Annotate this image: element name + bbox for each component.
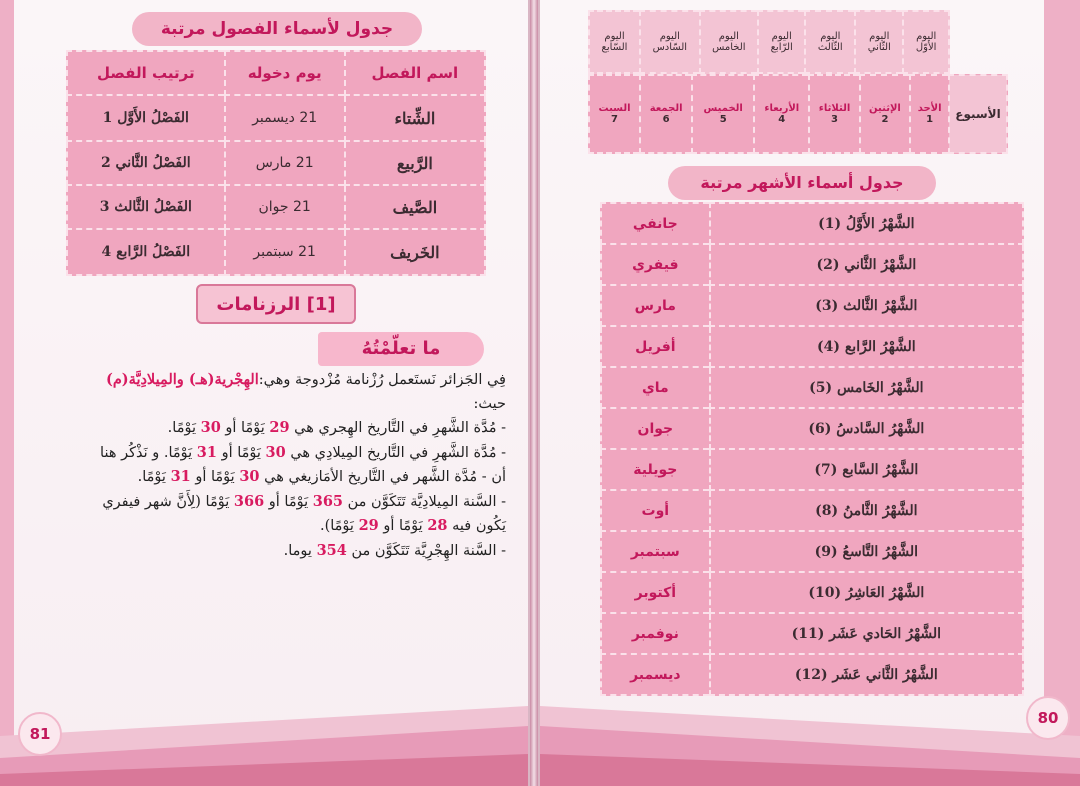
day-name: الإثنين bbox=[869, 103, 901, 114]
day-name: الخميس bbox=[703, 103, 743, 114]
seasons-table-title: جدول لأسماء الفصول مرتبة bbox=[132, 12, 422, 46]
month-name: سبتمبر bbox=[601, 531, 710, 572]
month-ordinal: الشَّهْرُ الثَّامنُ (8) bbox=[710, 490, 1023, 531]
season-date: 21 ديسمبر bbox=[225, 95, 345, 141]
week-day bbox=[910, 75, 949, 153]
month-ordinal: الشَّهْرُ الرَّابع (4) bbox=[710, 326, 1023, 367]
footer-wave-decoration bbox=[540, 696, 1080, 786]
page-80 bbox=[538, 0, 1080, 786]
day-name: الأحد bbox=[917, 103, 942, 114]
seasons-header-name: اسم الفصل bbox=[345, 51, 485, 95]
season-name: الصَّيف bbox=[345, 185, 485, 229]
seasons-header-date: يوم دخوله bbox=[225, 51, 345, 95]
para-text: يَوْمًا أو bbox=[190, 469, 240, 485]
seasons-header-order: ترتيب الفصل bbox=[67, 51, 225, 95]
season-date: 21 مارس bbox=[225, 141, 345, 185]
month-ordinal: الشَّهْرُ الحَادي عَشَر (11) bbox=[710, 613, 1023, 654]
seasons-table bbox=[66, 50, 486, 276]
month-ordinal: الشَّهْرُ الخَامس (5) bbox=[710, 367, 1023, 408]
week-day bbox=[754, 75, 809, 153]
season-name: الرَّبيع bbox=[345, 141, 485, 185]
week-ordinals-table bbox=[588, 10, 950, 74]
para-text: يَوْمًا. bbox=[167, 420, 201, 436]
section-title-calendars: [1] الرزنامات bbox=[196, 284, 356, 324]
para-number: 30 bbox=[265, 443, 286, 461]
para-number: 354 bbox=[316, 541, 347, 559]
season-date: 21 سبتمبر bbox=[225, 229, 345, 275]
season-name: الشِّتاء bbox=[345, 95, 485, 141]
footer-wave-decoration bbox=[0, 696, 528, 786]
para-text: يوما. bbox=[283, 542, 317, 559]
months-table bbox=[600, 202, 1024, 696]
para-text: يَكُون فيه bbox=[447, 518, 506, 534]
para-text: - مُدَّة الشَّهرِ في التَّاريخ الهِجري هي bbox=[289, 420, 506, 436]
para-text: يَوْمًا أو bbox=[216, 444, 266, 461]
week-day bbox=[692, 75, 754, 153]
day-name: الجمعة bbox=[649, 103, 683, 114]
para-number: 29 bbox=[358, 517, 379, 534]
para-text: يَوْمًا أو bbox=[264, 493, 313, 510]
page-edge bbox=[1044, 0, 1080, 786]
month-ordinal: الشَّهْرُ العَاشِرُ (10) bbox=[710, 572, 1023, 613]
season-name: الخَريف bbox=[345, 229, 485, 275]
month-name: أفريل bbox=[601, 326, 710, 367]
page-edge bbox=[0, 0, 14, 786]
para-number: 366 bbox=[233, 492, 265, 510]
season-order: الفَصْلُ الرَّابع 4 bbox=[67, 229, 225, 275]
book-spine bbox=[530, 0, 538, 786]
week-day bbox=[809, 75, 859, 153]
week-day bbox=[589, 75, 640, 153]
calendar-paragraph bbox=[66, 368, 506, 563]
month-ordinal: الشَّهْرُ التَّاسعُ (9) bbox=[710, 531, 1023, 572]
week-ordinal: اليوم الثّاني bbox=[855, 11, 903, 73]
para-number: 31 bbox=[170, 468, 191, 485]
day-number: 5 bbox=[719, 114, 727, 125]
para-text: - السَّنة المِيلادِيَّة تَتَكَوَّن من bbox=[343, 493, 506, 510]
week-label: الأسبوع bbox=[949, 75, 1007, 153]
day-name: الأربعاء bbox=[764, 103, 800, 114]
page-number: 80 bbox=[1026, 696, 1070, 740]
month-name: فيفري bbox=[601, 244, 710, 285]
para-text: حيث: bbox=[473, 395, 506, 412]
month-ordinal: الشَّهْرُ الأَوَّلُ (1) bbox=[710, 203, 1023, 244]
season-order: الفَصْلُ الأَوَّل 1 bbox=[67, 95, 225, 141]
day-number: 3 bbox=[831, 114, 838, 125]
month-ordinal: الشَّهْرُ السَّادسُ (6) bbox=[710, 408, 1023, 449]
day-number: 7 bbox=[611, 114, 618, 125]
day-name: السبت bbox=[598, 103, 631, 114]
month-name: أكتوبر bbox=[601, 572, 710, 613]
para-number: 30 bbox=[200, 419, 221, 436]
month-name: أوت bbox=[601, 490, 710, 531]
para-text: يَوْمًا أو bbox=[220, 420, 270, 436]
para-number: 29 bbox=[269, 419, 290, 436]
month-name: مارس bbox=[601, 285, 710, 326]
season-order: الفَصْلُ الثَّالث 3 bbox=[67, 185, 225, 229]
page-number: 81 bbox=[18, 712, 62, 756]
season-date: 21 جوان bbox=[225, 185, 345, 229]
month-name: ماي bbox=[601, 367, 710, 408]
week-day bbox=[860, 75, 911, 153]
para-text: يَوْمًا. bbox=[137, 469, 171, 485]
month-name: جويلية bbox=[601, 449, 710, 490]
day-name: الثلاثاء bbox=[818, 103, 851, 114]
months-table-title: جدول أسماء الأشهر مرتبة bbox=[668, 166, 936, 200]
day-number: 6 bbox=[662, 114, 670, 125]
para-text: يَوْمًا. و نَذْكُر هنا bbox=[100, 444, 197, 461]
day-number: 1 bbox=[926, 114, 934, 125]
para-number: 31 bbox=[196, 443, 217, 461]
para-number: 28 bbox=[427, 517, 448, 534]
month-ordinal: الشَّهْرُ السَّابع (7) bbox=[710, 449, 1023, 490]
month-name: جانفي bbox=[601, 203, 710, 244]
what-i-learned-title: ما تعلّمْتُهُ bbox=[318, 332, 484, 366]
month-name: جوان bbox=[601, 408, 710, 449]
day-number: 4 bbox=[778, 114, 786, 125]
week-day bbox=[640, 75, 692, 153]
para-highlight: الهِجْرية(هـ) والمِيلادِيَّة(م) bbox=[105, 371, 259, 388]
season-order: الفَصْلُ الثَّاني 2 bbox=[67, 141, 225, 185]
para-number: 30 bbox=[239, 468, 260, 485]
month-ordinal: الشَّهْرُ الثَّاني (2) bbox=[710, 244, 1023, 285]
day-number: 2 bbox=[881, 114, 889, 125]
month-name: نوفمبر bbox=[601, 613, 710, 654]
para-text: يَوْمًا (لِأَنَّ شهر فيفري bbox=[102, 493, 234, 510]
page-81 bbox=[0, 0, 530, 786]
para-text: يَوْمًا). bbox=[319, 518, 359, 534]
month-ordinal: الشَّهْرُ الثَّالث (3) bbox=[710, 285, 1023, 326]
week-days-table bbox=[588, 74, 1008, 154]
para-text: - مُدَّة الشَّهرِ في التَّاريخ المِيلادِي هي bbox=[285, 444, 506, 461]
week-ordinal: اليوم السّادس bbox=[640, 11, 700, 73]
week-ordinal: اليوم الأوّل bbox=[903, 11, 949, 73]
para-number: 365 bbox=[312, 492, 344, 510]
week-ordinal: اليوم السّابع bbox=[589, 11, 640, 73]
week-ordinal: اليوم الثّالث bbox=[805, 11, 855, 73]
month-ordinal: الشَّهْرُ الثَّاني عَشَر (12) bbox=[710, 654, 1023, 695]
week-ordinal: اليوم الخامس bbox=[700, 11, 759, 73]
para-text: - السَّنة الهِجْرِيَّة تَتَكَوَّن من bbox=[346, 542, 506, 559]
month-name: ديسمبر bbox=[601, 654, 710, 695]
week-ordinal: اليوم الرّابع bbox=[758, 11, 805, 73]
para-text: فِي الجَزائر نَستَعمل رُزْنامة مُزْدوجة وهي: bbox=[258, 372, 506, 388]
para-text: يَوْمًا أو bbox=[378, 518, 428, 534]
para-text: أن - مُدَّة الشَّهر في التَّاريخ الأمَازيغي هي bbox=[259, 469, 506, 485]
